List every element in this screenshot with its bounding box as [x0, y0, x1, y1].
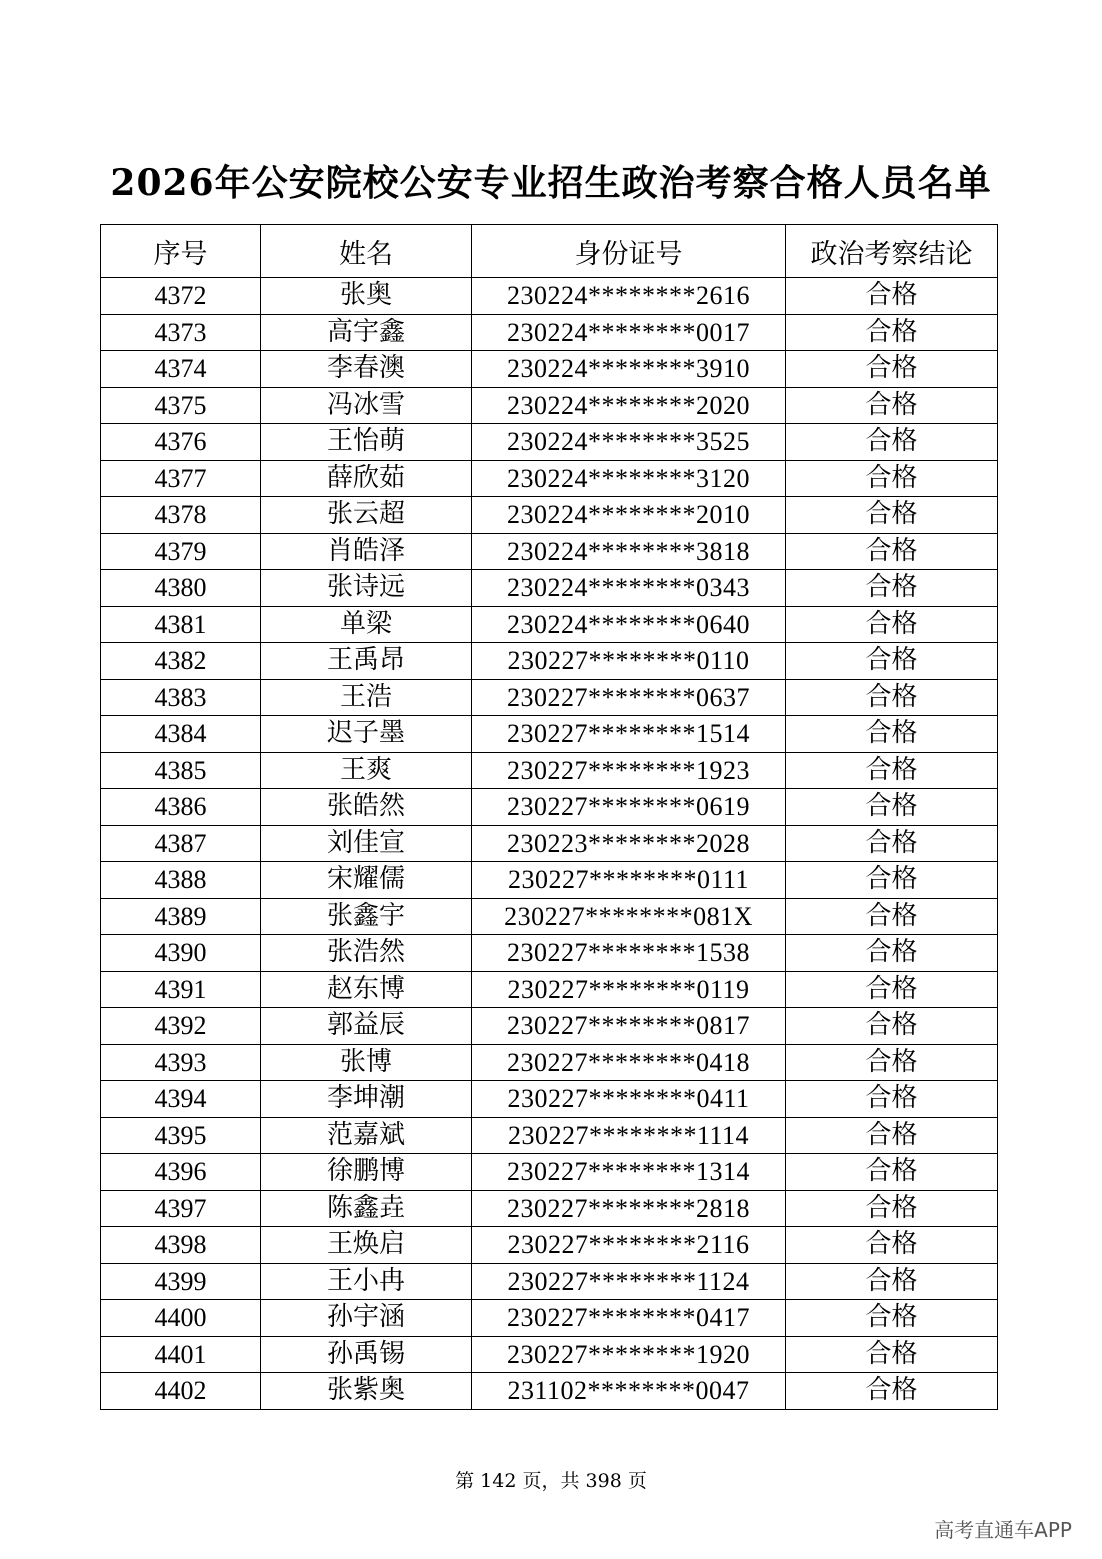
cell-id: 230227********1538: [472, 935, 786, 972]
table-row: [101, 1154, 998, 1191]
table-row: [101, 1373, 998, 1410]
table-row: [101, 314, 998, 351]
cell-result: 合格: [786, 570, 998, 607]
cell-result: 合格: [786, 716, 998, 753]
cell-result: 合格: [786, 752, 998, 789]
cell-seq: 4373: [101, 314, 261, 351]
table-row: [101, 533, 998, 570]
cell-name: 张紫奥: [261, 1373, 472, 1410]
cell-id: 230224********3525: [472, 424, 786, 461]
cell-name: 张浩然: [261, 935, 472, 972]
cell-result: 合格: [786, 971, 998, 1008]
cell-seq: 4386: [101, 789, 261, 826]
cell-result: 合格: [786, 825, 998, 862]
cell-seq: 4376: [101, 424, 261, 461]
cell-name: 赵东博: [261, 971, 472, 1008]
cell-seq: 4399: [101, 1263, 261, 1300]
cell-name: 张皓然: [261, 789, 472, 826]
cell-id: 230227********0119: [472, 971, 786, 1008]
table-row: [101, 351, 998, 388]
cell-seq: 4387: [101, 825, 261, 862]
cell-seq: 4375: [101, 387, 261, 424]
cell-name: 徐鹏博: [261, 1154, 472, 1191]
cell-name: 孙宇涵: [261, 1300, 472, 1337]
cell-id: 230227********1514: [472, 716, 786, 753]
table-row: [101, 1081, 998, 1118]
cell-name: 张奥: [261, 278, 472, 315]
cell-id: 230227********0817: [472, 1008, 786, 1045]
cell-name: 王爽: [261, 752, 472, 789]
cell-name: 王浩: [261, 679, 472, 716]
cell-id: 230224********0640: [472, 606, 786, 643]
cell-name: 冯冰雪: [261, 387, 472, 424]
cell-seq: 4377: [101, 460, 261, 497]
cell-name: 单梁: [261, 606, 472, 643]
cell-seq: 4380: [101, 570, 261, 607]
cell-result: 合格: [786, 533, 998, 570]
cell-result: 合格: [786, 1190, 998, 1227]
cell-id: 230224********3818: [472, 533, 786, 570]
cell-id: 230224********0017: [472, 314, 786, 351]
table-row: [101, 1227, 998, 1264]
cell-result: 合格: [786, 1154, 998, 1191]
table-row: [101, 1190, 998, 1227]
cell-seq: 4381: [101, 606, 261, 643]
cell-name: 张博: [261, 1044, 472, 1081]
cell-name: 孙禹锡: [261, 1336, 472, 1373]
cell-result: 合格: [786, 424, 998, 461]
cell-seq: 4394: [101, 1081, 261, 1118]
table-row: [101, 387, 998, 424]
cell-seq: 4388: [101, 862, 261, 899]
cell-id: 231102********0047: [472, 1373, 786, 1410]
cell-id: 230224********3910: [472, 351, 786, 388]
cell-id: 230224********0343: [472, 570, 786, 607]
cell-name: 肖皓泽: [261, 533, 472, 570]
column-header-result: 政治考察结论: [786, 225, 998, 278]
cell-name: 郭益辰: [261, 1008, 472, 1045]
cell-name: 宋耀儒: [261, 862, 472, 899]
cell-id: 230227********2818: [472, 1190, 786, 1227]
cell-seq: 4393: [101, 1044, 261, 1081]
cell-name: 李春澳: [261, 351, 472, 388]
cell-id: 230227********0111: [472, 862, 786, 899]
table-row: [101, 679, 998, 716]
cell-seq: 4395: [101, 1117, 261, 1154]
cell-result: 合格: [786, 1300, 998, 1337]
cell-id: 230227********0411: [472, 1081, 786, 1118]
cell-id: 230227********1923: [472, 752, 786, 789]
cell-result: 合格: [786, 1117, 998, 1154]
table-row: [101, 606, 998, 643]
page-number: 第 142 页，共 398 页: [455, 1470, 647, 1492]
cell-name: 王禹昂: [261, 643, 472, 680]
cell-id: 230227********0619: [472, 789, 786, 826]
cell-seq: 4379: [101, 533, 261, 570]
cell-result: 合格: [786, 898, 998, 935]
cell-result: 合格: [786, 314, 998, 351]
cell-result: 合格: [786, 1373, 998, 1410]
cell-id: 230227********1314: [472, 1154, 786, 1191]
cell-result: 合格: [786, 1044, 998, 1081]
cell-result: 合格: [786, 1336, 998, 1373]
cell-result: 合格: [786, 351, 998, 388]
cell-result: 合格: [786, 679, 998, 716]
cell-result: 合格: [786, 643, 998, 680]
cell-seq: 4378: [101, 497, 261, 534]
cell-result: 合格: [786, 460, 998, 497]
table-row: [101, 1336, 998, 1373]
cell-name: 高宇鑫: [261, 314, 472, 351]
cell-seq: 4384: [101, 716, 261, 753]
cell-seq: 4385: [101, 752, 261, 789]
table-row: [101, 643, 998, 680]
table-row: [101, 278, 998, 315]
cell-seq: 4397: [101, 1190, 261, 1227]
cell-id: 230227********1114: [472, 1117, 786, 1154]
roster-table: [100, 224, 998, 1410]
cell-result: 合格: [786, 862, 998, 899]
table-header-row: [101, 225, 998, 278]
cell-seq: 4401: [101, 1336, 261, 1373]
cell-name: 张鑫宇: [261, 898, 472, 935]
table-body: [101, 278, 998, 1410]
cell-result: 合格: [786, 387, 998, 424]
cell-result: 合格: [786, 1008, 998, 1045]
table-row: [101, 570, 998, 607]
table-row: [101, 1117, 998, 1154]
table-row: [101, 752, 998, 789]
table-row: [101, 971, 998, 1008]
cell-name: 陈鑫垚: [261, 1190, 472, 1227]
cell-name: 王焕启: [261, 1227, 472, 1264]
cell-id: 230223********2028: [472, 825, 786, 862]
cell-result: 合格: [786, 606, 998, 643]
cell-seq: 4392: [101, 1008, 261, 1045]
cell-seq: 4389: [101, 898, 261, 935]
cell-name: 张云超: [261, 497, 472, 534]
table-row: [101, 789, 998, 826]
column-header-id: 身份证号: [472, 225, 786, 278]
cell-result: 合格: [786, 789, 998, 826]
cell-id: 230227********0110: [472, 643, 786, 680]
cell-id: 230227********081X: [472, 898, 786, 935]
cell-id: 230227********0637: [472, 679, 786, 716]
cell-result: 合格: [786, 1227, 998, 1264]
cell-id: 230227********1920: [472, 1336, 786, 1373]
table-row: [101, 862, 998, 899]
table-row: [101, 497, 998, 534]
cell-seq: 4382: [101, 643, 261, 680]
cell-name: 范嘉斌: [261, 1117, 472, 1154]
cell-seq: 4372: [101, 278, 261, 315]
watermark-text: 高考直通车APP: [934, 1518, 1072, 1542]
cell-result: 合格: [786, 1081, 998, 1118]
cell-id: 230224********2010: [472, 497, 786, 534]
table-row: [101, 1044, 998, 1081]
cell-name: 迟子墨: [261, 716, 472, 753]
cell-result: 合格: [786, 935, 998, 972]
cell-id: 230227********2116: [472, 1227, 786, 1264]
table-row: [101, 1300, 998, 1337]
cell-seq: 4390: [101, 935, 261, 972]
cell-seq: 4398: [101, 1227, 261, 1264]
cell-name: 王小冉: [261, 1263, 472, 1300]
cell-name: 张诗远: [261, 570, 472, 607]
table-row: [101, 1263, 998, 1300]
cell-result: 合格: [786, 278, 998, 315]
table-row: [101, 898, 998, 935]
table-row: [101, 424, 998, 461]
cell-id: 230227********0417: [472, 1300, 786, 1337]
column-header-name: 姓名: [261, 225, 472, 278]
cell-id: 230224********2616: [472, 278, 786, 315]
cell-name: 薛欣茹: [261, 460, 472, 497]
cell-seq: 4402: [101, 1373, 261, 1410]
cell-id: 230227********0418: [472, 1044, 786, 1081]
column-header-seq: 序号: [101, 225, 261, 278]
cell-seq: 4383: [101, 679, 261, 716]
cell-seq: 4396: [101, 1154, 261, 1191]
table-row: [101, 460, 998, 497]
cell-seq: 4391: [101, 971, 261, 1008]
cell-name: 李坤潮: [261, 1081, 472, 1118]
cell-id: 230224********2020: [472, 387, 786, 424]
cell-seq: 4400: [101, 1300, 261, 1337]
table-row: [101, 935, 998, 972]
table-row: [101, 825, 998, 862]
cell-result: 合格: [786, 497, 998, 534]
table-row: [101, 1008, 998, 1045]
cell-id: 230224********3120: [472, 460, 786, 497]
cell-seq: 4374: [101, 351, 261, 388]
page-title: 2026年公安院校公安专业招生政治考察合格人员名单: [110, 162, 992, 204]
cell-name: 刘佳宣: [261, 825, 472, 862]
cell-result: 合格: [786, 1263, 998, 1300]
cell-name: 王怡萌: [261, 424, 472, 461]
cell-id: 230227********1124: [472, 1263, 786, 1300]
table-row: [101, 716, 998, 753]
